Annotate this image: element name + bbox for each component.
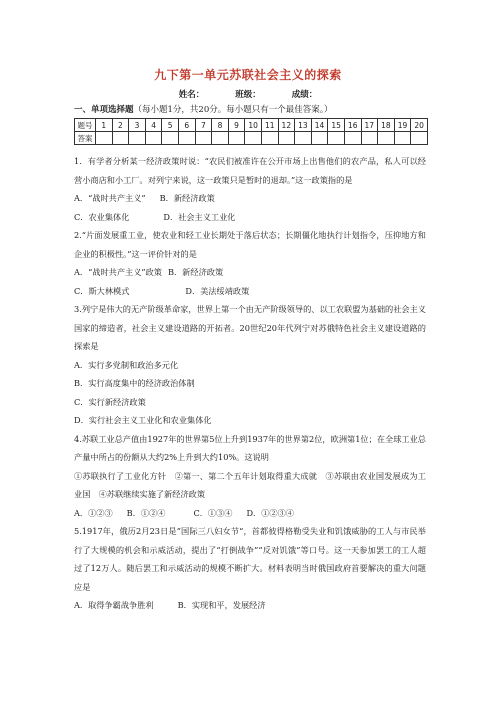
number-cell: 17 (361, 119, 378, 132)
answer-cell[interactable] (228, 132, 245, 145)
number-row (75, 119, 428, 132)
number-cell: 13 (295, 119, 312, 132)
answer-cell[interactable] (278, 132, 295, 145)
option-b: B．实现和平，发展经济 (177, 600, 266, 610)
score-field-label: 成绩： (291, 90, 318, 100)
option-b: B．实行高度集中的经济政治体制 (74, 378, 195, 388)
option-a: A．实行多党制和政治多元化 (74, 359, 179, 370)
option-d: D．美法绥靖政策 (185, 285, 250, 296)
question-4-options (74, 504, 426, 523)
section-heading (74, 103, 333, 115)
option-b: B．①②④ (126, 507, 166, 518)
name-field-label: 姓名： (178, 90, 205, 100)
answer-cell[interactable] (178, 132, 195, 145)
number-cell: 8 (212, 119, 229, 132)
number-cell: 7 (195, 119, 212, 132)
answer-cell[interactable] (162, 132, 179, 145)
answer-cell[interactable] (96, 132, 113, 145)
question-5-options-ab (74, 596, 426, 615)
answer-cell[interactable] (112, 132, 129, 145)
answer-cell[interactable] (195, 132, 212, 145)
number-cell: 15 (328, 119, 345, 132)
answer-row (75, 132, 428, 145)
answer-cell[interactable] (129, 132, 146, 145)
question-2-options-ab (74, 263, 426, 282)
option-b: B．新经济政策 (167, 267, 224, 277)
question-5-stem: 5.1917年，俄历2月23日是”国际三八妇女节“，首都彼得格勒受失业和饥饿威胁的工人与市民举行了大规模的机会和示威活动，提出了“打倒战争”“反对饥饿”等口号。这一天参加罢工的工人超过了12万人。随后罢工和示威活动的规模不断扩大。材料表明当时俄国政府首要解决的重大问题应是 (74, 526, 426, 592)
option-a: A．取得争霸战争胜利 (74, 600, 154, 610)
option-c: C．实行新经济政策 (74, 396, 146, 407)
option-a: A．“战时共产主义”政策 (74, 267, 162, 277)
answer-cell[interactable] (212, 132, 229, 145)
answer-cell[interactable] (311, 132, 328, 145)
option-a: A．“战时共产主义” (74, 193, 146, 203)
class-field-label: 班级： (235, 90, 261, 100)
number-cell: 19 (394, 119, 411, 132)
answer-table (74, 118, 428, 145)
number-cell: 4 (145, 119, 162, 132)
answer-cell[interactable] (145, 132, 162, 145)
option-d: D．①②③④ (246, 507, 294, 518)
answer-cell[interactable] (361, 132, 378, 145)
number-cell: 10 (245, 119, 262, 132)
question-1-stem: 1．有学者分析某一经济政策时说：“农民们被准许在公开市场上出售他们的农产品，私人可以经营小商店和小工厂。对列宁来说，这一政策只是暂时的退却。”这一政策指的是 (74, 156, 426, 185)
answer-cell[interactable] (411, 132, 428, 145)
answer-cell[interactable] (344, 132, 361, 145)
number-cell: 2 (112, 119, 129, 132)
number-cell: 18 (378, 119, 395, 132)
question-1-options-ab (74, 189, 426, 208)
number-row-label: 题号 (75, 119, 96, 132)
option-d: D．实行社会主义工业化和农业集体化 (74, 415, 212, 425)
number-cell: 12 (278, 119, 295, 132)
number-cell: 14 (311, 119, 328, 132)
question-4-statements: ①苏联执行了工业化方针 ②第一、第二个五年计划取得重大成就 ③苏联由农业国发展成为工业国 ④苏联继续实施了新经济政策 (74, 470, 426, 499)
option-c: C．①③④ (193, 507, 233, 518)
answer-cell[interactable] (394, 132, 411, 145)
answer-row-label: 答案 (75, 132, 96, 145)
student-info (0, 88, 496, 100)
option-a: A．①②③ (74, 507, 113, 518)
number-cell: 16 (344, 119, 361, 132)
answer-cell[interactable] (378, 132, 395, 145)
answer-cell[interactable] (295, 132, 312, 145)
page-title: 九下第一单元苏联社会主义的探索 (154, 68, 342, 82)
question-2-options-cd (74, 282, 426, 301)
number-cell: 6 (178, 119, 195, 132)
questions-body (74, 152, 426, 615)
number-cell: 9 (228, 119, 245, 132)
section-note: （每小题1分，共20分。每小题只有一个最佳答案。） (133, 105, 333, 115)
answer-cell[interactable] (245, 132, 262, 145)
question-1-options-cd (74, 208, 426, 227)
option-c: C．斯大林模式 (74, 285, 130, 296)
answer-cell[interactable] (261, 132, 278, 145)
number-cell: 3 (129, 119, 146, 132)
option-c: C．农业集体化 (74, 211, 130, 222)
question-3-stem: 3.列宁是伟大的无产阶级革命家，世界上第一个由无产阶级领导的、以工农联盟为基础的社会主义国家的缔造者，社会主义建设道路的开拓者。20世纪20年代列宁对苏俄特色社会主义建设道路的探索是 (74, 304, 426, 351)
question-2-stem: 2.“片面发展重工业，使农业和轻工业长期处于落后状态；长期僵化地执行计划指令，压抑地方和企业的积极性。”这一评价针对的是 (74, 230, 426, 259)
number-cell: 20 (411, 119, 428, 132)
number-cell: 11 (261, 119, 278, 132)
option-b: B．新经济政策 (159, 193, 215, 203)
answer-cell[interactable] (328, 132, 345, 145)
section-title: 一、单项选择题 (74, 105, 134, 115)
question-4-stem: 4.苏联工业总产值由1927年的世界第5位上升到1937年的世界第2位，欧洲第1位；在全球工业总产量中所占的份额从大约2%上升到大约10%。这说明 (74, 433, 426, 462)
number-cell: 1 (96, 119, 113, 132)
number-cell: 5 (162, 119, 179, 132)
option-d: D．社会主义工业化 (163, 211, 236, 222)
